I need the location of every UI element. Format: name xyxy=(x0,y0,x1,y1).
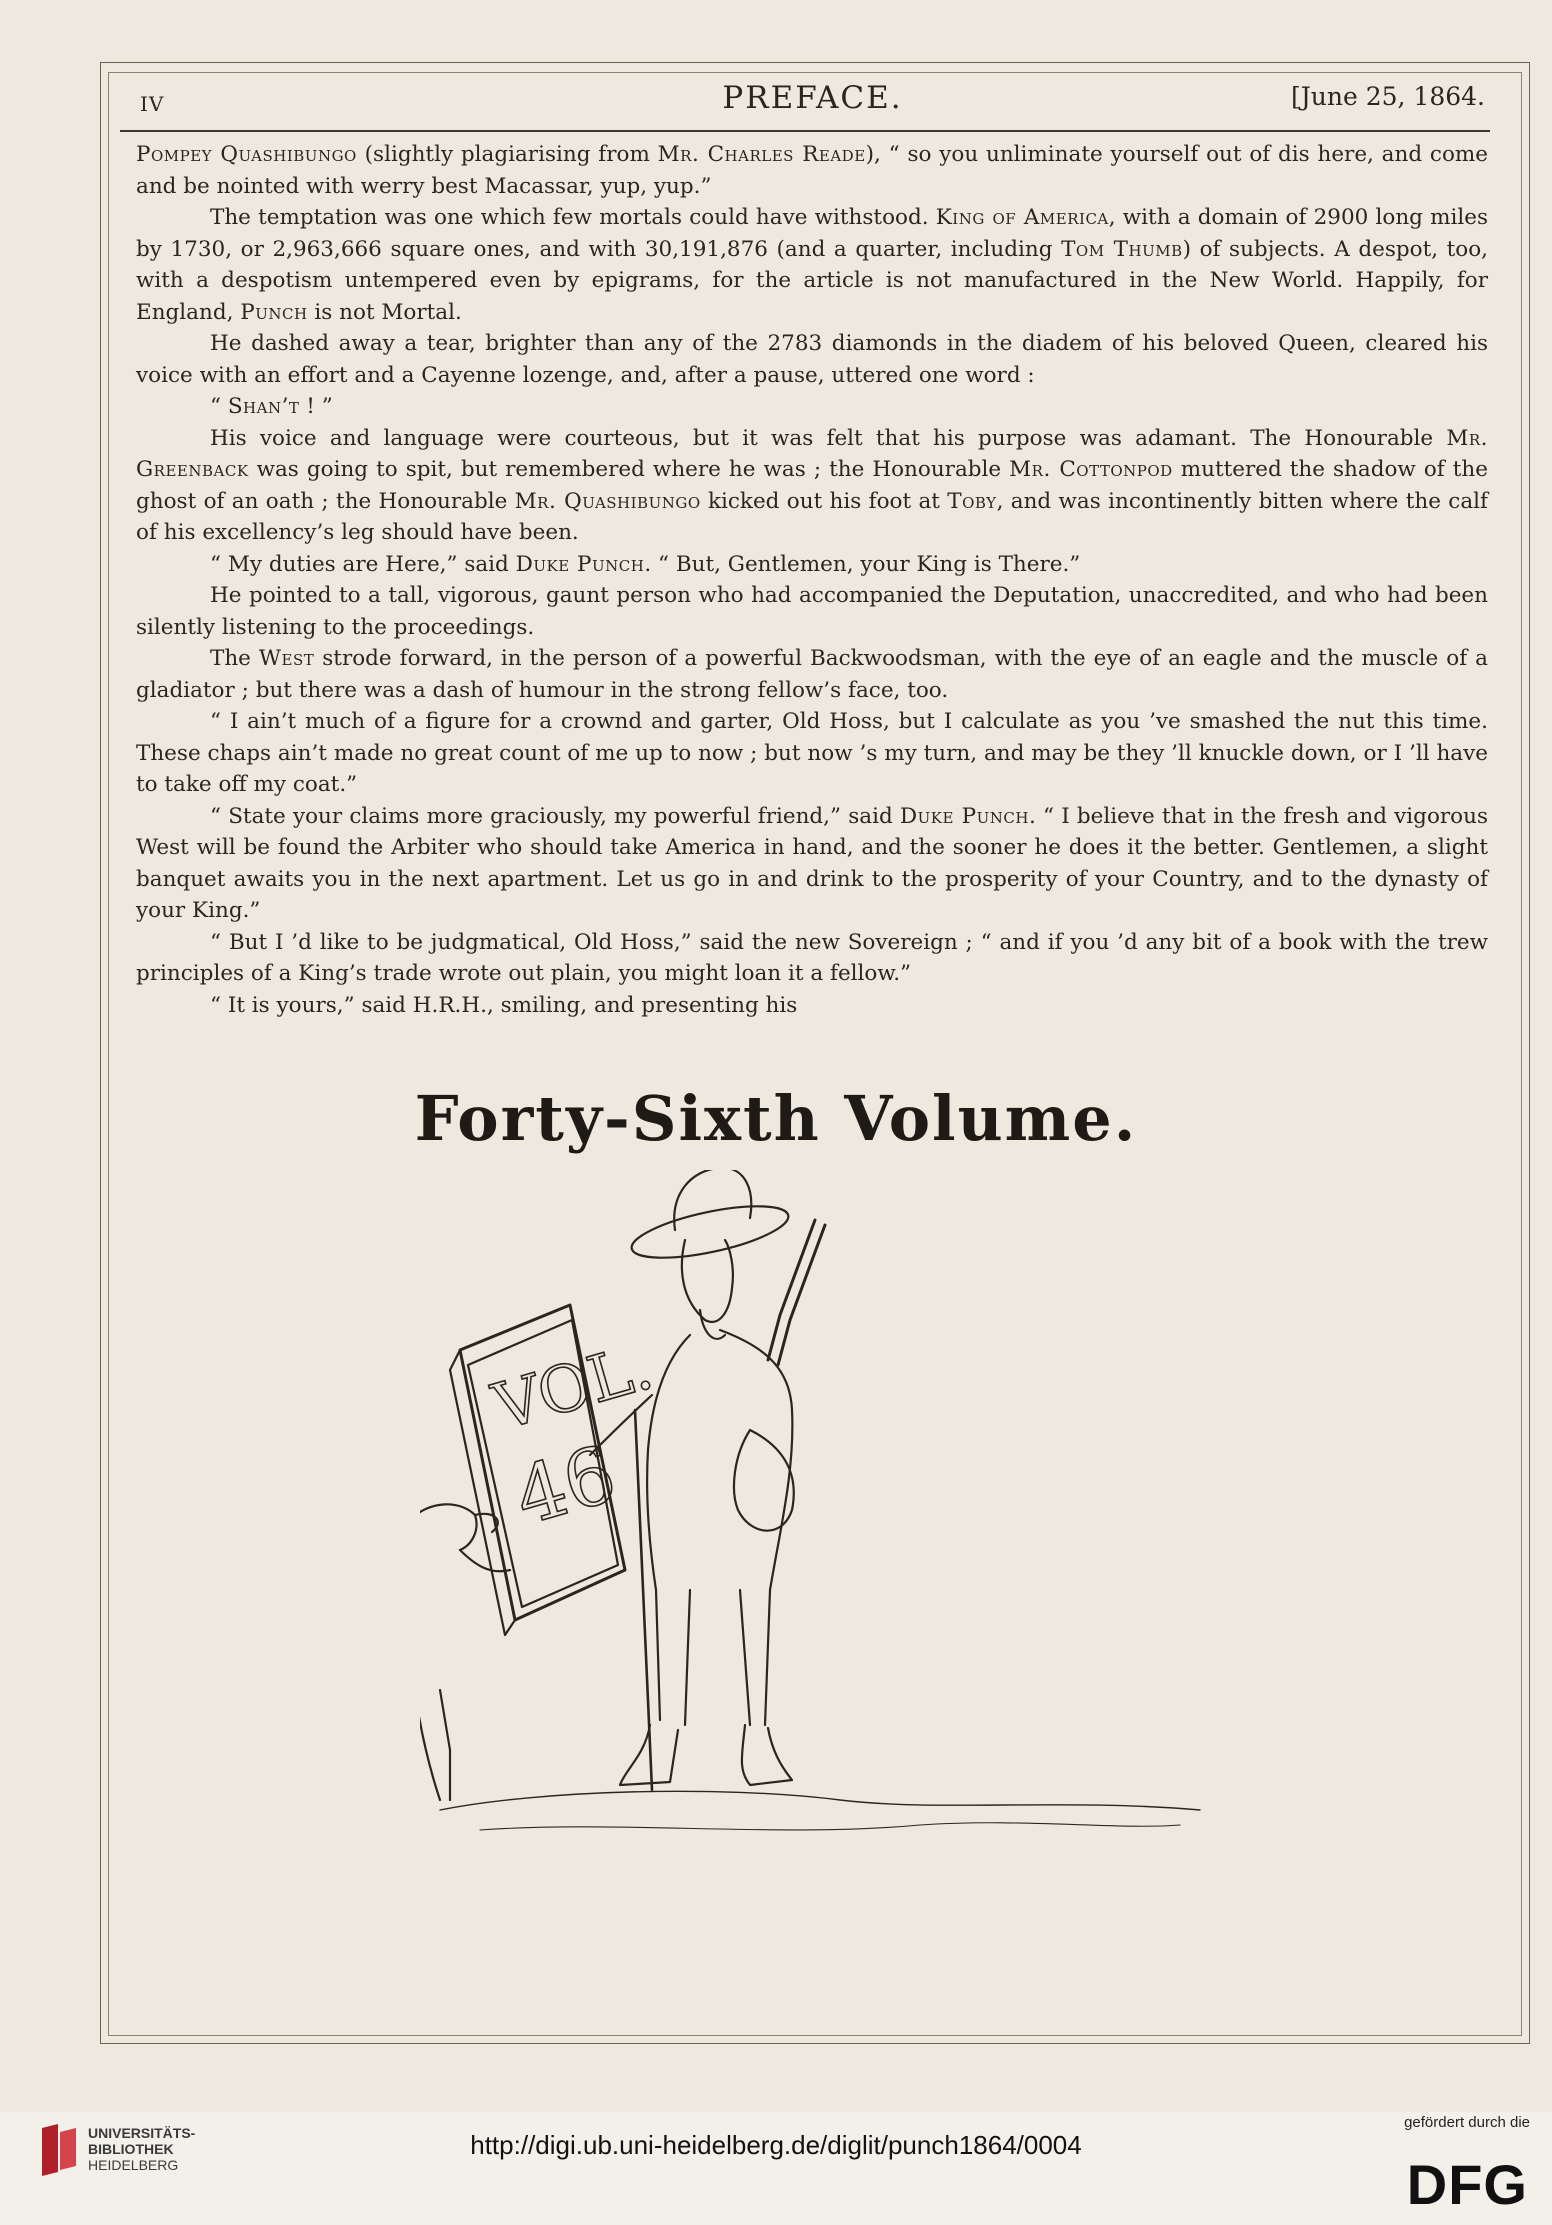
paragraph xyxy=(136,423,1488,549)
text-run: was going to spit, but remembered where he was ; the Honourable xyxy=(248,457,1010,482)
text-run: kicked out his foot at xyxy=(700,488,948,514)
proper-name: Shan’t xyxy=(227,394,300,419)
paragraph xyxy=(136,549,1488,581)
text-run: , with a domain of 2900 long miles by 1730, or 2,963,666 square ones, and with 30,191,876 (and a quarter, including xyxy=(136,205,1488,262)
library-name-line-2: BIBLIOTHEK xyxy=(88,2141,174,2157)
text-run: muttered the shadow of the ghost of an oath ; the Honourable xyxy=(136,457,1488,514)
paragraph xyxy=(136,202,1488,328)
paragraph xyxy=(136,139,1488,202)
proper-name: Pompey Quashibungo xyxy=(136,142,357,167)
text-run: “ It is yours,” said H.R.H., smiling, and presenting his xyxy=(210,992,798,1018)
viewer-footer xyxy=(0,2112,1552,2225)
text-run: “ My duties are Here,” said xyxy=(210,551,516,577)
text-run: He pointed to a tall, vigorous, gaunt person who had accompanied the Deputation, unaccredited, and who had been silently listening to the proceedings. xyxy=(136,583,1488,640)
library-name-line-1: UNIVERSITÄTS- xyxy=(88,2125,196,2141)
proper-name: Toby xyxy=(947,488,997,514)
paragraph xyxy=(136,706,1488,801)
text-run: ) of subjects. A despot, too, with a despotism untempered even by epigrams, for the article is not manufactured in the New World. Happily, for England, xyxy=(136,236,1488,325)
paragraph xyxy=(136,391,1488,423)
text-run: His voice and language were courteous, but it was felt that his purpose was adamant. The Honourable xyxy=(210,425,1447,451)
proper-name: Duke Punch xyxy=(899,803,1029,829)
text-run: “ State your claims more graciously, my powerful friend,” said xyxy=(210,803,900,829)
text-run: ! ” xyxy=(299,394,333,419)
paragraph xyxy=(136,643,1488,706)
funded-by-label: gefördert durch die xyxy=(1404,2114,1530,2131)
text-run: The temptation was one which few mortals could have withstood. xyxy=(210,205,936,230)
paragraph xyxy=(136,580,1488,643)
proper-name: Duke Punch xyxy=(515,551,645,577)
text-run: is not Mortal. xyxy=(307,299,462,325)
text-run: ), “ so you unliminate yourself out of dis here, and come and be nointed with werry best Macassar, yup, yup.” xyxy=(136,142,1488,199)
paragraph xyxy=(136,801,1488,927)
text-run: strode forward, in the person of a powerful Backwoodsman, with the eye of an eagle and the muscle of a gladiator ; but there was a dash of humour in the strong fellow’s face, too. xyxy=(136,646,1488,703)
text-run: He dashed away a tear, brighter than any of the 2783 diamonds in the diadem of his beloved Queen, cleared his voice with an effort and a Cayenne lozenge, and, after a pause, uttered one word : xyxy=(136,331,1488,388)
library-name-line-3: HEIDELBERG xyxy=(88,2157,179,2173)
proper-name: Mr. Charles Reade xyxy=(657,142,866,167)
page-header xyxy=(140,80,1485,124)
header-rule xyxy=(120,130,1490,132)
text-run: (slightly plagiarising from xyxy=(356,142,658,167)
issue-date: [June 25, 1864. xyxy=(1291,82,1485,111)
paragraph xyxy=(136,328,1488,391)
proper-name: Punch xyxy=(240,299,308,325)
proper-name: Mr. Greenback xyxy=(136,425,1488,482)
text-run: “ But I ’d like to be judgmatical, Old Hoss,” said the new Sovereign ; “ and if you ’d any bit of a book with the trew principles of a King’s trade wrote out plain, you might loan it a fellow.” xyxy=(136,929,1488,986)
running-title: PREFACE. xyxy=(722,80,903,116)
dfg-logo: DFG xyxy=(1406,2153,1528,2216)
proper-name: Mr. Cottonpod xyxy=(1009,457,1173,482)
volume-title: Forty-Sixth Volume. xyxy=(414,1082,1138,1155)
paragraph xyxy=(136,927,1488,990)
proper-name: King of America xyxy=(935,205,1109,230)
body-text xyxy=(136,139,1488,1021)
text-run: “ I ain’t much of a figure for a crownd and garter, Old Hoss, but I calculate as you ’ve smashed the nut this time. These chaps ain’t made no great count of me up to now ; but now ’s my turn, and may be they ’ll knuckle down, or I ’ll have to take off my coat.” xyxy=(136,709,1488,797)
proper-name: Tom Thumb xyxy=(1061,236,1183,262)
text-run: “ xyxy=(210,394,228,419)
illustration-punch-presenting-volume xyxy=(420,1170,1240,1870)
text-run: . “ I believe that in the fresh and vigorous West will be found the Arbiter who should take America in hand, and the sooner he does it the better. Gentlemen, a slight banquet awaits you in the next apartment. Let us go in and drink to the prosperity of your Country, and to the dynasty of your King.” xyxy=(136,803,1488,923)
proper-name: Mr. Quashibungo xyxy=(514,488,701,514)
book-label-vol: VOL. xyxy=(486,1330,661,1446)
proper-name: West xyxy=(258,646,315,671)
text-run: . “ But, Gentlemen, your King is There.” xyxy=(644,551,1081,577)
text-run: The xyxy=(210,646,259,671)
page-folio: IV xyxy=(140,92,165,116)
paragraph xyxy=(136,990,1488,1022)
document-url-link[interactable]: http://digi.ub.uni-heidelberg.de/diglit/punch1864/0004 xyxy=(470,2130,1082,2160)
text-run: , and was incontinently bitten where the calf of his excellency’s leg should have been. xyxy=(136,488,1488,545)
book-label-number: 46 xyxy=(505,1429,626,1544)
